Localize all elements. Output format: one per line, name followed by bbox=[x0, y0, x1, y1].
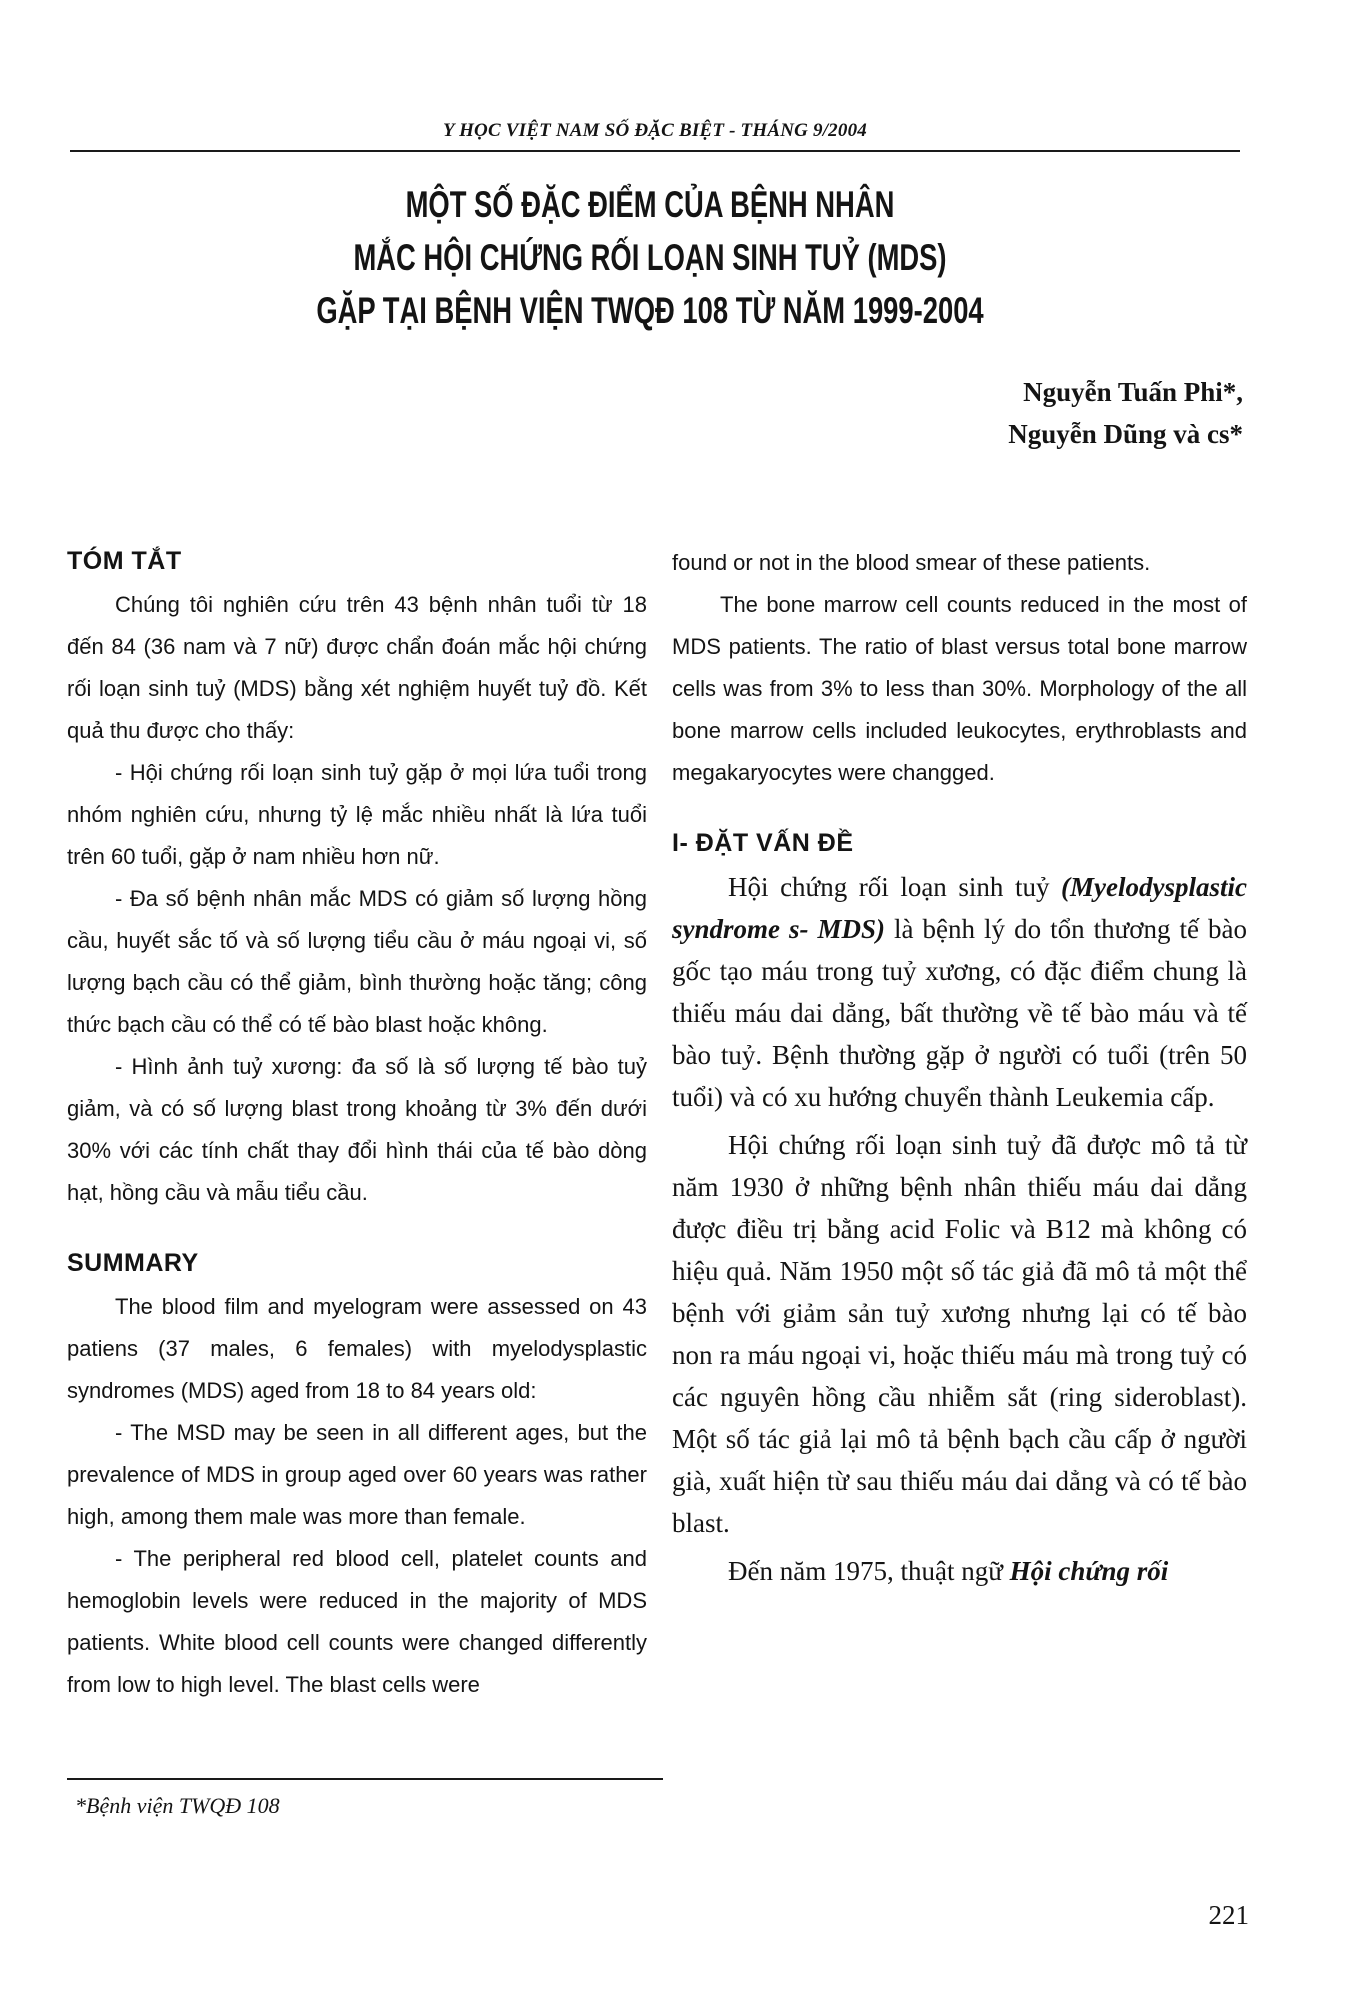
summary-point-3: The bone marrow cell counts reduced in the most of MDS patients. The ratio of blast versus total bone marrow cells was from 3% to less than 30%. Morphology of the all bone marrow cells included leukocytes, erythroblasts and megakaryocytes were changged. bbox=[672, 592, 1247, 785]
section-1-body bbox=[672, 866, 1247, 1592]
section-1-paragraph-1 bbox=[672, 866, 1247, 1118]
abstract-vi-intro: Chúng tôi nghiên cứu trên 43 bệnh nhân tuổi từ 18 đến 84 (36 nam và 7 nữ) được chẩn đoán mắc hội chứng rối loạn sinh tuỷ (MDS) bằng xét nghiệm huyết tuỷ đồ. Kết quả thu được cho thấy: bbox=[67, 592, 647, 743]
p1-term: (Myelodysplastic syndrome s- MDS) bbox=[672, 872, 1247, 944]
summary-point-2: - The peripheral red blood cell, platelet counts and hemoglobin levels were reduced in the majority of MDS patients. White blood cell counts were changed differently from low to high level. The blast cells were bbox=[67, 1546, 647, 1697]
section-1-paragraph-3 bbox=[672, 1550, 1247, 1592]
p3-term: Hội chứng rối bbox=[1009, 1556, 1169, 1586]
article-title bbox=[280, 178, 1020, 337]
left-column bbox=[67, 540, 647, 1706]
footnote-rule bbox=[67, 1778, 663, 1780]
p1-start: Hội chứng rối loạn sinh tuỷ bbox=[728, 872, 1062, 902]
abstract-vi-heading: TÓM TẮT bbox=[67, 547, 182, 575]
section-1-heading: I- ĐẶT VẤN ĐỀ bbox=[672, 829, 854, 857]
p1-end: là bệnh lý do tổn thương tế bào gốc tạo máu trong tuỷ xương, có đặc điểm chung là thiếu máu dai dẳng, bất thường về tế bào máu và tế bào tuỷ. Bệnh thường gặp ở người có tuổi (trên 50 tuổi) và có xu hướng chuyển thành Leukemia cấp. bbox=[672, 914, 1248, 1112]
author-list bbox=[1008, 371, 1243, 455]
p3-start: Đến năm 1975, thuật ngữ bbox=[728, 1556, 1010, 1586]
abstract-vi-point-1: - Hội chứng rối loạn sinh tuỷ gặp ở mọi lứa tuổi trong nhóm nghiên cứu, nhưng tỷ lệ mắc nhiều nhất là lứa tuổi trên 60 tuổi, gặp ở nam nhiều hơn nữ. bbox=[67, 760, 647, 869]
running-head: Y HỌC VIỆT NAM SỐ ĐẶC BIỆT - THÁNG 9/2004 bbox=[443, 120, 867, 141]
footnote: *Bệnh viện TWQĐ 108 bbox=[75, 1793, 280, 1818]
summary-point-1: - The MSD may be seen in all different ages, but the prevalence of MDS in group aged over 60 years was rather high, among them male was more than female. bbox=[67, 1420, 647, 1529]
summary-heading: SUMMARY bbox=[67, 1249, 199, 1277]
page-number: 221 bbox=[1208, 1900, 1249, 1930]
author-2: Nguyễn Dũng và cs* bbox=[1008, 419, 1243, 449]
section-1-paragraph-2: Hội chứng rối loạn sinh tuỷ đã được mô tả từ năm 1930 ở những bệnh nhân thiếu máu dai dẳng được điều trị bằng acid Folic và B12 mà không có hiệu quả. Năm 1950 một số tác giả đã mô tả một thể bệnh với giảm sản tuỷ xương nhưng lại có tế bào non ra máu ngoại vi, hoặc thiếu máu mà trong tuỷ có các nguyên hồng cầu nhiễm sắt (ring sideroblast). Một số tác giả lại mô tả bệnh bạch cầu cấp ở người già, xuất hiện từ sau thiếu máu dai dẳng và có tế bào blast. bbox=[672, 1130, 1247, 1538]
summary-intro: The blood film and myelogram were assessed on 43 patiens (37 males, 6 females) with myelodysplastic syndromes (MDS) aged from 18 to 84 years old: bbox=[67, 1294, 647, 1403]
abstract-vi-point-2: - Đa số bệnh nhân mắc MDS có giảm số lượng hồng cầu, huyết sắc tố và số lượng tiểu cầu ở máu ngoại vi, số lượng bạch cầu có thể giảm, bình thường hoặc tăng; công thức bạch cầu có thể có tế bào blast hoặc không. bbox=[67, 886, 647, 1037]
section-gap bbox=[67, 1214, 647, 1242]
section-gap bbox=[672, 794, 1247, 822]
title-line-1: MỘT SỐ ĐẶC ĐIỂM CỦA BỆNH NHÂN bbox=[405, 184, 895, 225]
title-line-3: GẶP TẠI BỆNH VIỆN TWQĐ 108 TỪ NĂM 1999-2004 bbox=[316, 290, 984, 331]
summary-point-2-continued: found or not in the blood smear of these patients. bbox=[672, 550, 1151, 575]
abstract-vi-point-3: - Hình ảnh tuỷ xương: đa số là số lượng tế bào tuỷ giảm, và có số lượng blast trong khoảng từ 3% đến dưới 30% với các tính chất thay đổi hình thái của tế bào dòng hạt, hồng cầu và mẫu tiểu cầu. bbox=[67, 1054, 647, 1205]
author-1: Nguyễn Tuấn Phi*, bbox=[1023, 377, 1243, 407]
title-line-2: MẮC HỘI CHỨNG RỐI LOẠN SINH TUỶ (MDS) bbox=[353, 237, 947, 278]
right-column bbox=[672, 542, 1247, 1592]
header-rule bbox=[70, 150, 1240, 152]
